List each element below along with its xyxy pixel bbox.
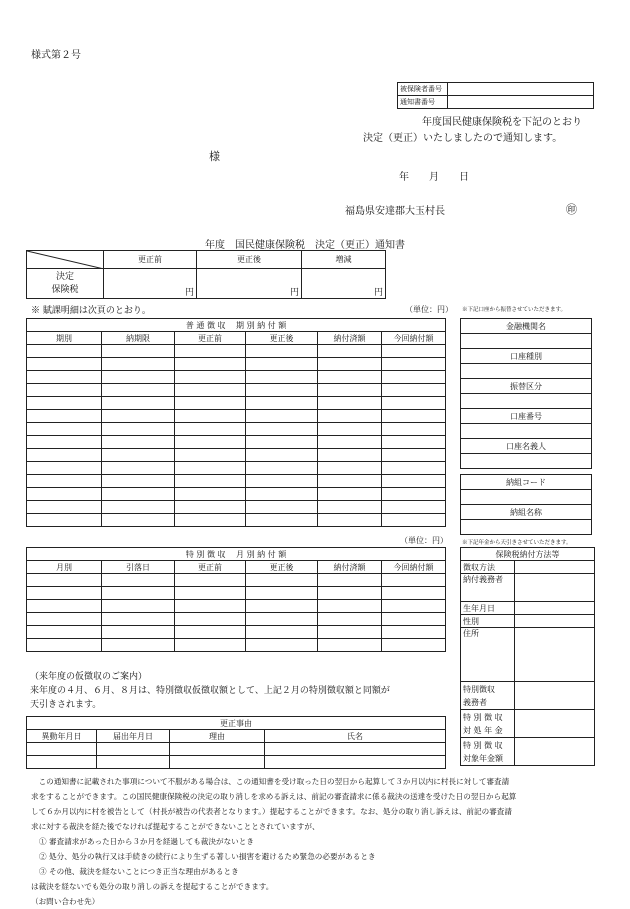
special-header-paid: 納付済額 <box>318 561 382 574</box>
special-header-after: 更正後 <box>246 561 318 574</box>
table-row <box>27 462 446 475</box>
footer-contact: （お問い合わせ先） <box>31 897 100 906</box>
table-row <box>27 397 446 410</box>
target-pension-amount-label: 特 別 徴 収 対象年金額 <box>461 738 515 766</box>
table-row <box>27 371 446 384</box>
summary-diff-value: 円 <box>302 269 386 299</box>
insured-number-label: 被保険者番号 <box>398 83 448 96</box>
bank-table <box>460 318 592 469</box>
target-pension-label: 特 別 徴 収 対 処 年 金 <box>461 710 515 738</box>
table-row <box>27 423 446 436</box>
summary-row-label-1: 決定 <box>55 271 74 282</box>
provisional-title: （来年度の仮徴収のご案内） <box>30 672 148 682</box>
footer-notice <box>31 774 516 909</box>
issue-date: 年 月 日 <box>399 172 469 183</box>
correction-title: 更正事由 <box>27 717 446 730</box>
special-collection-table <box>26 547 446 652</box>
table-row <box>27 384 446 397</box>
address-label: 住所 <box>461 628 515 682</box>
provisional-line-1: 来年度の４月、６月、８月は、特別徴収仮徴収額として、上記２月の特別徴収額と同額が <box>30 686 390 696</box>
table-row <box>27 587 446 600</box>
birthdate-label: 生年月日 <box>461 602 515 615</box>
footer-item-2: ② 処分、処分の執行又は手続きの続行により生ずる著しい損害を避けるため緊急の必要があるとき <box>39 852 376 861</box>
normal-header-due: 納期限 <box>102 332 175 345</box>
special-header-debit-date: 引落日 <box>102 561 175 574</box>
normal-header-before: 更正前 <box>175 332 246 345</box>
issuer-name: 福島県安達郡大玉村長 <box>345 206 445 217</box>
special-header-before: 更正前 <box>175 561 246 574</box>
payer-label: 納付義務者 <box>461 574 515 602</box>
diagonal-line <box>27 251 104 269</box>
table-row <box>27 626 446 639</box>
correction-header-report-date: 届出年月日 <box>97 730 170 743</box>
special-collection-body <box>27 574 446 652</box>
union-code-value <box>461 490 592 505</box>
footer-para-1: この通知書に記載された事項について不服がある場合は、この通知書を受け取った日の翌日から起算して３か月以内に村長に対して審査請 <box>31 777 510 786</box>
table-row <box>27 488 446 501</box>
special-obligor-label: 特別徴収 義務者 <box>461 682 515 710</box>
summary-row-label <box>27 269 104 299</box>
union-code-label: 納組コード <box>461 475 592 490</box>
table-row <box>27 436 446 449</box>
intro-line-2: 決定（更正）いたしましたので通知します。 <box>363 133 563 144</box>
header-id-table <box>397 82 594 109</box>
account-holder-value <box>461 454 592 469</box>
correction-header-change-date: 異動年月日 <box>27 730 97 743</box>
detail-note: ※ 賦課明細は次頁のとおり。 <box>31 306 151 316</box>
summary-diagonal-cell <box>27 251 104 269</box>
table-row <box>27 449 446 462</box>
footer-para-3: して６か月以内に村を被告として（村長が被告の代表者となります。）提起することができます。なお、処分の取り消し訴えは、前記の審査請 <box>31 807 512 816</box>
union-name-label: 納組名称 <box>461 505 592 520</box>
transfer-type-label: 振替区分 <box>461 379 592 394</box>
summary-header-before: 更正前 <box>104 251 197 269</box>
table-row <box>27 345 446 358</box>
account-type-value <box>461 364 592 379</box>
account-type-label: 口座種別 <box>461 349 592 364</box>
honorific-sama: 様 <box>209 150 220 163</box>
special-collection-title: 特 別 徴 収 月 別 納 付 額 <box>27 548 446 561</box>
footer-item-3: ③ その他、裁決を経ないことにつき正当な理由があるとき <box>39 867 239 876</box>
document-title: 年度 国民健康保険税 決定（更正）通知書 <box>205 240 405 251</box>
footer-item-1: ① 審査請求があった日から３か月を経過しても裁決がないとき <box>39 837 254 846</box>
unit-label-normal: （単位：円） <box>405 305 453 314</box>
normal-collection-title: 普 通 徴 収 期 別 納 付 額 <box>27 319 446 332</box>
account-holder-label: 口座名義人 <box>461 439 592 454</box>
summary-before-value: 円 <box>104 269 197 299</box>
correction-table <box>26 716 446 769</box>
special-header-current: 今回納付額 <box>382 561 446 574</box>
summary-header-diff: 増減 <box>302 251 386 269</box>
union-name-value <box>461 520 592 535</box>
summary-table <box>26 250 386 299</box>
footer-para-4: 求に対する裁決を経た後でなければ提起することができないこととされていますが、 <box>31 822 320 831</box>
notice-number-label: 通知書番号 <box>398 96 448 109</box>
table-row <box>27 600 446 613</box>
table-row <box>27 574 446 587</box>
payment-method-table <box>460 547 595 766</box>
footer-para-5: は裁決を経ないでも処分の取り消しの訴えを提起することができます。 <box>31 882 274 891</box>
table-row <box>27 639 446 652</box>
normal-header-period: 期別 <box>27 332 102 345</box>
collection-method-label: 徴収方法 <box>461 561 515 574</box>
notice-number-value <box>448 96 594 109</box>
correction-header-reason: 理由 <box>170 730 265 743</box>
table-row <box>27 475 446 488</box>
correction-header-name: 氏名 <box>265 730 446 743</box>
table-row <box>27 514 446 527</box>
unit-label-special: （単位：円） <box>400 536 448 545</box>
normal-header-after: 更正後 <box>246 332 318 345</box>
table-row <box>27 410 446 423</box>
account-number-value <box>461 424 592 439</box>
table-row <box>27 358 446 371</box>
special-header-month: 月別 <box>27 561 102 574</box>
table-row <box>27 613 446 626</box>
normal-header-paid: 納付済額 <box>318 332 382 345</box>
normal-header-current: 今回納付額 <box>382 332 446 345</box>
summary-row-label-2: 保険税 <box>51 284 79 295</box>
payment-method-title: 保険税納付方法等 <box>461 548 595 561</box>
sex-label: 性別 <box>461 615 515 628</box>
normal-collection-body <box>27 345 446 527</box>
seal-mark: ㊞ <box>566 203 577 216</box>
table-row <box>27 501 446 514</box>
form-number: 様式第２号 <box>31 50 81 61</box>
bank-name-label: 金融機関名 <box>461 319 592 334</box>
account-number-label: 口座番号 <box>461 409 592 424</box>
union-table <box>460 474 592 535</box>
summary-after-value: 円 <box>197 269 302 299</box>
intro-line-1: 年度国民健康保険税を下記のとおり <box>422 117 582 128</box>
normal-collection-table <box>26 318 446 527</box>
bank-name-value <box>461 334 592 349</box>
footer-para-2: 求をすることができます。この国民健康保険税の決定の取り消しを求める訴えは、前記の審査請求に係る裁決の送達を受けた日の翌日から起算 <box>31 792 517 801</box>
insured-number-value <box>448 83 594 96</box>
transfer-type-value <box>461 394 592 409</box>
summary-header-after: 更正後 <box>197 251 302 269</box>
provisional-line-2: 天引きされます。 <box>30 700 102 710</box>
pension-note: ※下記年金から天引きさせていただきます。 <box>462 540 572 546</box>
bank-note: ※下記口座から振替させていただきます。 <box>462 307 567 313</box>
